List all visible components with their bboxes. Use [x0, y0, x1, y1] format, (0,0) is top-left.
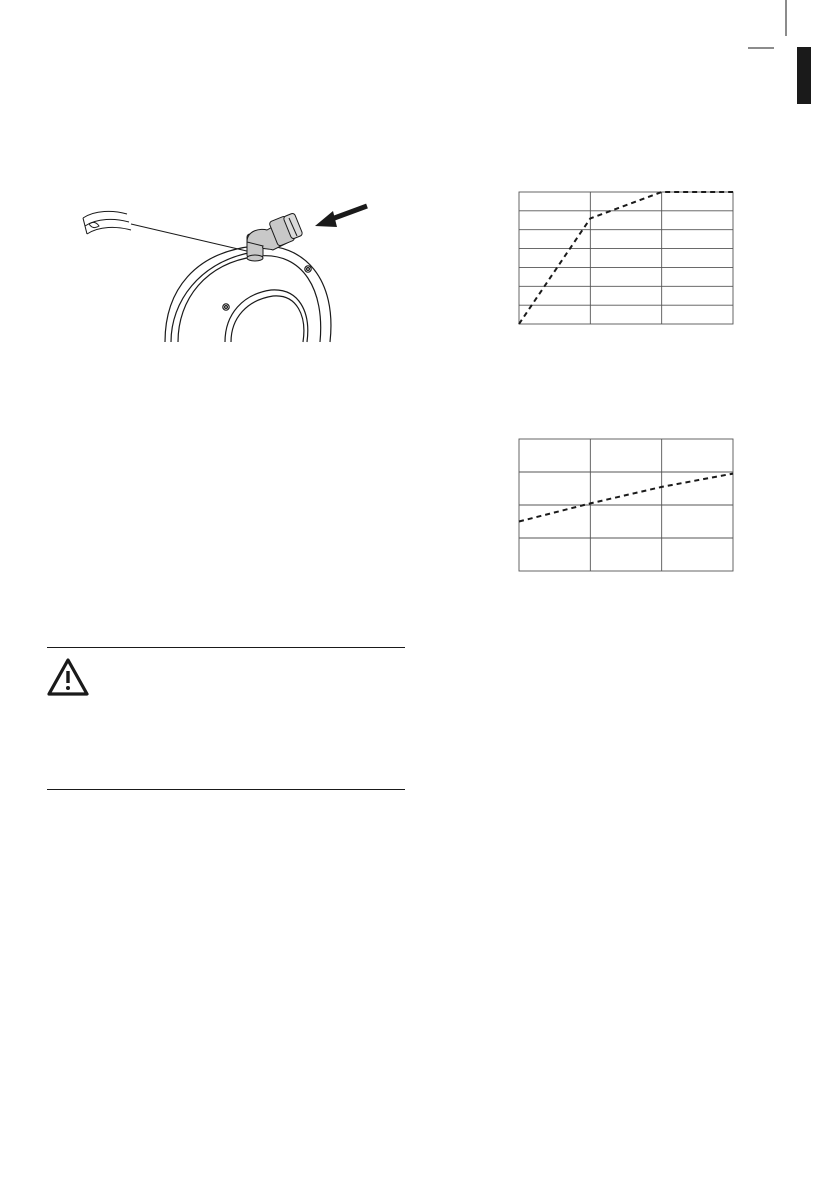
sensor-ring-connector-illustration [75, 190, 395, 345]
language-tab [797, 47, 811, 104]
c1-grid-frame [519, 192, 733, 324]
crop-mark-top-right [748, 0, 839, 60]
arrow-icon [315, 206, 367, 227]
chart-1-series-line [519, 192, 733, 324]
chart-1-grid [519, 192, 733, 324]
chart-1 [515, 188, 737, 328]
warning-box [47, 647, 405, 790]
chart-2-series-line [519, 474, 733, 522]
chart-2-grid [519, 439, 733, 571]
cable-icon [83, 211, 251, 252]
chart-2 [515, 435, 737, 575]
warning-triangle-icon [47, 658, 89, 696]
connector-icon [247, 213, 303, 261]
